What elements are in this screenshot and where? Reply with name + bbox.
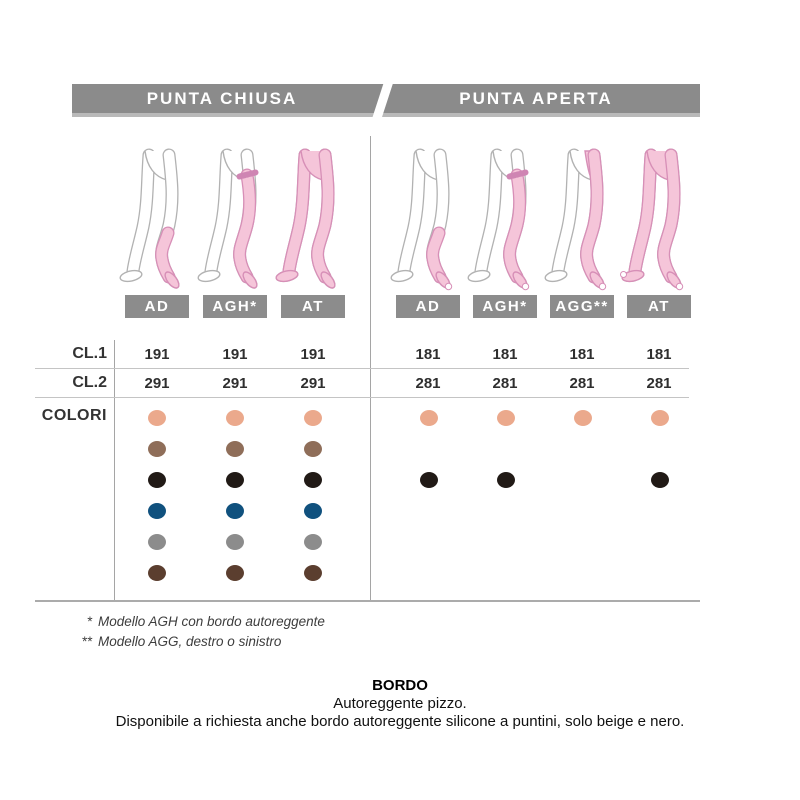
color-dot-beige bbox=[420, 410, 438, 426]
model-chip-agh-closed: AGH* bbox=[203, 295, 267, 318]
code-value: 191 bbox=[144, 346, 170, 363]
section-title-punta-chiusa: PUNTA CHIUSA bbox=[146, 89, 298, 108]
code-value: 181 bbox=[646, 346, 672, 363]
row-label-cl2: CL.2 bbox=[72, 374, 107, 391]
color-dot-brown bbox=[148, 441, 166, 457]
code-value: 181 bbox=[569, 346, 595, 363]
label-column-divider bbox=[114, 340, 115, 600]
color-matrix-closed bbox=[118, 402, 352, 588]
code-value: 291 bbox=[300, 375, 326, 392]
color-dot-beige bbox=[574, 410, 592, 426]
color-dot-black bbox=[497, 472, 515, 488]
footnote-agh bbox=[52, 612, 325, 632]
bordo-line2: Disponibile a richiesta anche bordo autoreggente silicone a puntini, solo beige e nero. bbox=[115, 713, 685, 730]
color-dot-beige bbox=[651, 410, 669, 426]
code-value: 281 bbox=[646, 375, 672, 392]
row-label-colori: COLORI bbox=[41, 407, 107, 424]
bordo-line1: Autoreggente pizzo. bbox=[333, 695, 467, 712]
code-value: 181 bbox=[415, 346, 441, 363]
color-dot-black bbox=[304, 472, 322, 488]
model-chip-ad-closed: AD bbox=[125, 295, 189, 318]
model-chip-ad-open: AD bbox=[396, 295, 460, 318]
color-matrix-open bbox=[390, 402, 698, 495]
color-dot-brown bbox=[304, 441, 322, 457]
section-title-punta-aperta: PUNTA APERTA bbox=[459, 89, 613, 108]
footnote-marker: * bbox=[86, 614, 92, 629]
color-dot-gray bbox=[304, 534, 322, 550]
code-value: 281 bbox=[492, 375, 518, 392]
leg-illustration-agh-closed-toe bbox=[193, 147, 277, 292]
color-dot-navy-blue bbox=[148, 503, 166, 519]
footnote-text: Modello AGH con bordo autoreggente bbox=[98, 614, 325, 629]
color-dot-beige bbox=[148, 410, 166, 426]
color-dot-beige bbox=[497, 410, 515, 426]
leg-illustration-agh-open-toe bbox=[463, 147, 547, 292]
color-dot-black bbox=[420, 472, 438, 488]
code-value: 181 bbox=[492, 346, 518, 363]
color-dot-gray bbox=[226, 534, 244, 550]
color-dot-dark-brown bbox=[304, 565, 322, 581]
footnote-text: Modello AGG, destro o sinistro bbox=[98, 634, 282, 649]
model-chip-at-open: AT bbox=[627, 295, 691, 318]
color-dot-black bbox=[148, 472, 166, 488]
table-bottom-border bbox=[35, 600, 700, 602]
color-dot-beige bbox=[304, 410, 322, 426]
model-chip-agh-open: AGH* bbox=[473, 295, 537, 318]
code-value: 191 bbox=[222, 346, 248, 363]
code-value: 281 bbox=[415, 375, 441, 392]
row-divider-cl2-colori bbox=[35, 397, 689, 398]
header-bar bbox=[72, 84, 700, 117]
color-dot-dark-brown bbox=[148, 565, 166, 581]
row-label-cl1: CL.1 bbox=[72, 345, 107, 362]
model-chip-at-closed: AT bbox=[281, 295, 345, 318]
leg-illustration-at-open-toe bbox=[617, 147, 701, 292]
color-dot-navy-blue bbox=[304, 503, 322, 519]
bordo-title: BORDO bbox=[372, 677, 428, 694]
color-dot-navy-blue bbox=[226, 503, 244, 519]
code-value: 291 bbox=[144, 375, 170, 392]
code-value: 291 bbox=[222, 375, 248, 392]
footnote-agg bbox=[52, 632, 325, 652]
bordo-note bbox=[0, 677, 800, 731]
color-dot-beige bbox=[226, 410, 244, 426]
code-value: 281 bbox=[569, 375, 595, 392]
model-chip-agg-open: AGG** bbox=[550, 295, 614, 318]
leg-illustration-ad-open-toe bbox=[386, 147, 470, 292]
color-dot-black bbox=[651, 472, 669, 488]
code-value: 191 bbox=[300, 346, 326, 363]
color-dot-dark-brown bbox=[226, 565, 244, 581]
color-dot-brown bbox=[226, 441, 244, 457]
row-divider-cl1-cl2 bbox=[35, 368, 689, 369]
color-dot-black bbox=[226, 472, 244, 488]
color-dot-gray bbox=[148, 534, 166, 550]
leg-illustration-agg-open-toe bbox=[540, 147, 624, 292]
leg-illustration-at-closed-toe bbox=[271, 147, 355, 292]
footnote-marker: ** bbox=[81, 634, 92, 649]
footnotes bbox=[52, 612, 325, 652]
leg-illustration-ad-closed-toe bbox=[115, 147, 199, 292]
